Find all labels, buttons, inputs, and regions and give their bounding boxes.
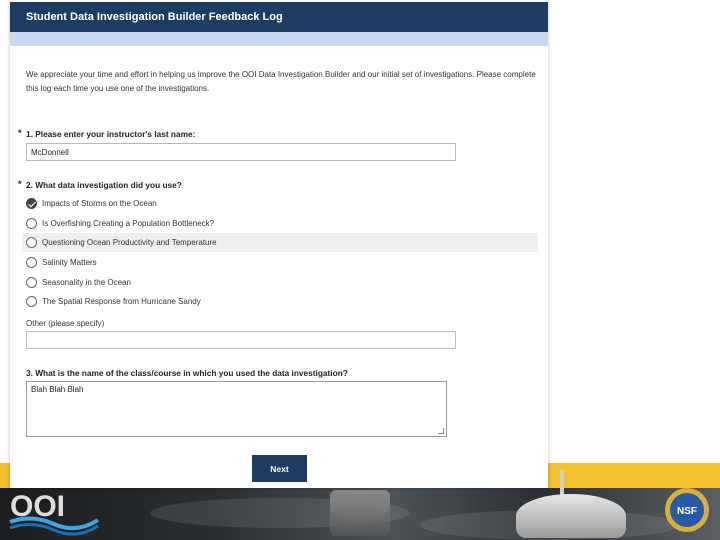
nsf-seal bbox=[664, 487, 710, 533]
intro-text: We appreciate your time and effort in helping us improve the OOI Data Investigation Builder and our initial set of investigations. Please complete this log each time you use one of the investigations. bbox=[26, 70, 536, 93]
progress-bar bbox=[10, 32, 548, 46]
q3-label: 3. What is the name of the class/course in which you used the data investigation? bbox=[26, 368, 348, 378]
instructor-last-name-input[interactable] bbox=[26, 143, 456, 161]
survey-panel bbox=[10, 0, 548, 488]
radio-icon[interactable] bbox=[26, 257, 37, 268]
radio-icon[interactable] bbox=[26, 277, 37, 288]
title-bar bbox=[10, 2, 548, 32]
q2-label: 2. What data investigation did you use? bbox=[26, 180, 182, 190]
required-marker-q1: * bbox=[18, 128, 22, 138]
option-seasonality[interactable] bbox=[22, 273, 538, 292]
survey-title: Student Data Investigation Builder Feedback Log bbox=[26, 11, 283, 23]
option-label: Impacts of Storms on the Ocean bbox=[42, 199, 157, 208]
option-label: The Spatial Response from Hurricane Sandy bbox=[42, 297, 201, 306]
q1-label: 1. Please enter your instructor's last name: bbox=[26, 129, 196, 139]
radio-icon[interactable] bbox=[26, 296, 37, 307]
radio-icon[interactable] bbox=[26, 237, 37, 248]
option-productivity[interactable] bbox=[22, 233, 538, 252]
option-salinity[interactable] bbox=[22, 253, 538, 272]
radio-checked-icon[interactable] bbox=[26, 198, 37, 209]
option-label: Salinity Matters bbox=[42, 258, 97, 267]
other-label: Other (please specify) bbox=[26, 319, 105, 328]
class-course-textarea[interactable] bbox=[26, 381, 447, 437]
option-overfishing[interactable] bbox=[22, 214, 538, 233]
option-label: Questioning Ocean Productivity and Temperature bbox=[42, 238, 217, 247]
option-label: Is Overfishing Creating a Population Bottleneck? bbox=[42, 219, 215, 228]
resize-grip-icon[interactable] bbox=[438, 428, 444, 434]
option-storms[interactable] bbox=[22, 194, 538, 213]
radio-icon[interactable] bbox=[26, 218, 37, 229]
buoy-image-left bbox=[330, 490, 390, 536]
option-hurricane-sandy[interactable] bbox=[22, 292, 538, 311]
next-button[interactable]: Next bbox=[252, 455, 307, 482]
buoy-image bbox=[516, 494, 626, 538]
ooi-logo-text: OOI bbox=[10, 490, 66, 523]
nsf-seal-text: NSF bbox=[677, 506, 697, 517]
required-marker-q2: * bbox=[18, 179, 22, 189]
option-label: Seasonality in the Ocean bbox=[42, 278, 131, 287]
ooi-logo bbox=[6, 486, 102, 536]
other-specify-input[interactable] bbox=[26, 331, 456, 349]
